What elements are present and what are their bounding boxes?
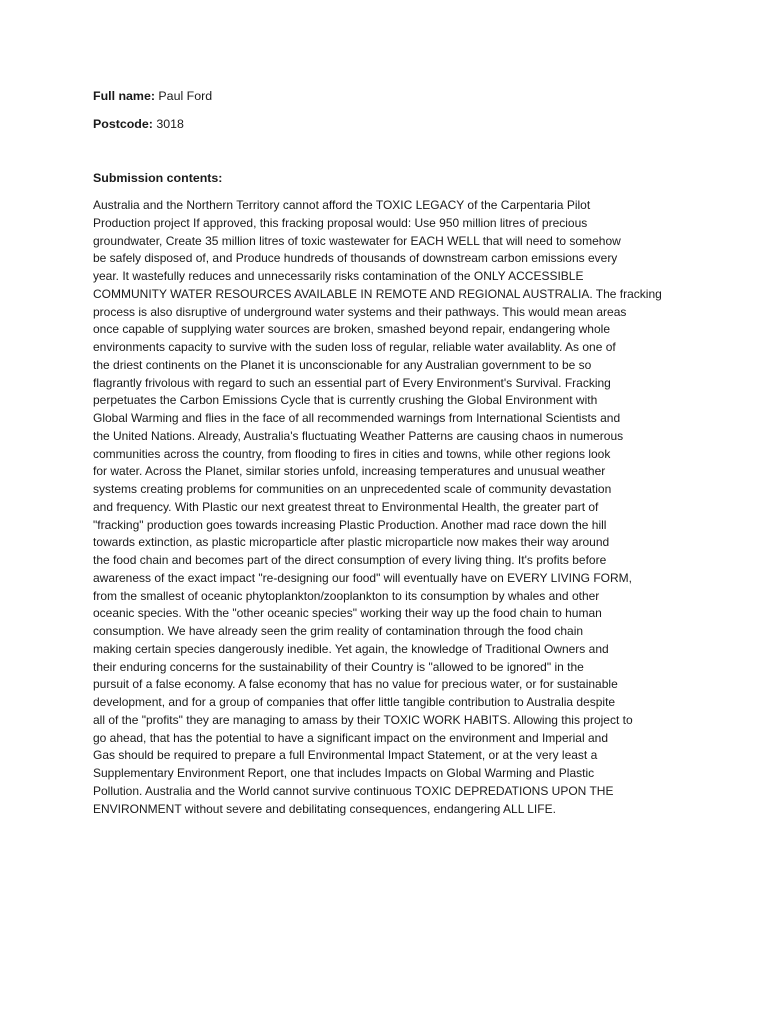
body-text-line: COMMUNITY WATER RESOURCES AVAILABLE IN REMOTE AND REGIONAL AUSTRALIA. The fracking xyxy=(93,286,662,301)
body-text-line: year. It wastefully reduces and unnecessarily risks contamination of the ONLY ACCESSIBLE xyxy=(93,269,584,283)
body-text-line: systems creating problems for communities on an unprecedented scale of community devastation xyxy=(93,482,612,496)
body-text-line: their enduring concerns for the sustainability of their Country is "allowed to be ignored" in the xyxy=(93,659,584,674)
body-text-line: Australia and the Northern Territory cannot afford the TOXIC LEGACY of the Carpentaria Pilot xyxy=(93,198,591,212)
body-text-line: perpetuates the Carbon Emissions Cycle that is currently crushing the Global Environment with xyxy=(93,393,598,408)
body-text-line: environments capacity to survive with the suden loss of regular, reliable water availablity. As one of xyxy=(93,340,616,354)
full-name-label: Full name: xyxy=(93,89,155,103)
postcode-value: 3018 xyxy=(156,117,184,131)
body-text-line: Gas should be required to prepare a full Environmental Impact Statement, or at the very least a xyxy=(93,748,598,763)
submission-heading: Submission contents: xyxy=(93,171,223,185)
body-text-line: Global Warming and flies in the face of all recommended warnings from International Scientists and xyxy=(93,411,621,425)
body-text-line: process is also disruptive of underground water systems and their pathways. This would mean areas xyxy=(93,304,627,319)
body-text-line: Supplementary Environment Report, one that includes Impacts on Global Warming and Plastic xyxy=(93,766,595,780)
body-text-line: for water. Across the Planet, similar stories unfold, increasing temperatures and unusual weather xyxy=(93,464,606,479)
body-text-line: from the smallest of oceanic phytoplankton/zooplankton to its consumption by whales and other xyxy=(93,588,600,603)
body-text-line: the United Nations. Already, Australia's fluctuating Weather Patterns are causing chaos in numerous xyxy=(93,428,624,443)
body-text-line: consumption. We have already seen the grim reality of contamination through the food chain xyxy=(93,624,584,638)
body-text-line: awareness of the exact impact "re-designing our food" will eventually have on EVERY LIVING FORM, xyxy=(93,570,633,585)
body-text-line: Production project If approved, this fracking proposal would: Use 950 million litres of precious xyxy=(93,215,588,230)
body-text-line: ENVIRONMENT without severe and debilitating consequences, endangering ALL LIFE. xyxy=(93,801,556,816)
body-text-line: making certain species dangerously inedible. Yet again, the knowledge of Traditional Owners and xyxy=(93,641,609,656)
submission-body xyxy=(93,197,681,818)
body-text-line: Pollution. Australia and the World cannot survive continuous TOXIC DEPREDATIONS UPON THE xyxy=(93,783,614,798)
body-text-line: the food chain and becomes part of the direct consumption of every living thing. It's profits before xyxy=(93,553,607,567)
postcode-label: Postcode: xyxy=(93,117,153,131)
body-text-line: the driest continents on the Planet it is unconscionable for any Australian government to be so xyxy=(93,357,592,372)
body-text-line: pursuit of a false economy. A false economy that has no value for precious water, or for sustainable xyxy=(93,677,618,692)
body-text-line: "fracking" production goes towards increasing Plastic Production. Another mad race down the hill xyxy=(93,517,607,532)
body-text-line: groundwater, Create 35 million litres of toxic wastewater for EACH WELL that will need to somehow xyxy=(93,233,621,248)
postcode-row xyxy=(93,116,184,132)
body-text-line: and frequency. With Plastic our next greatest threat to Environmental Health, the greater part of xyxy=(93,499,599,514)
body-text-line: be safely disposed of, and Produce hundreds of thousands of downstream carbon emissions every xyxy=(93,251,618,266)
body-text-line: go ahead, that has the potential to have a significant impact on the environment and Imperial and xyxy=(93,730,609,745)
body-text-line: communities across the country, from flooding to fires in cities and towns, while other regions look xyxy=(93,446,611,461)
body-text-line: flagrantly frivolous with regard to such an essential part of Every Environment's Survival. Fracking xyxy=(93,375,611,390)
body-text-line: once capable of supplying water sources are broken, smashed beyond repair, endangering whole xyxy=(93,322,610,337)
body-text-line: oceanic species. With the "other oceanic species" working their way up the food chain to human xyxy=(93,606,602,621)
full-name-value: Paul Ford xyxy=(158,89,213,103)
body-text-line: towards extinction, as plastic microparticle after plastic microparticle now makes their way around xyxy=(93,535,610,550)
full-name-row xyxy=(93,88,212,104)
body-text-line: development, and for a group of companies that offer little tangible contribution to Australia despite xyxy=(93,695,616,709)
body-text-line: all of the "profits" they are managing to amass by their TOXIC WORK HABITS. Allowing this project to xyxy=(93,712,633,727)
